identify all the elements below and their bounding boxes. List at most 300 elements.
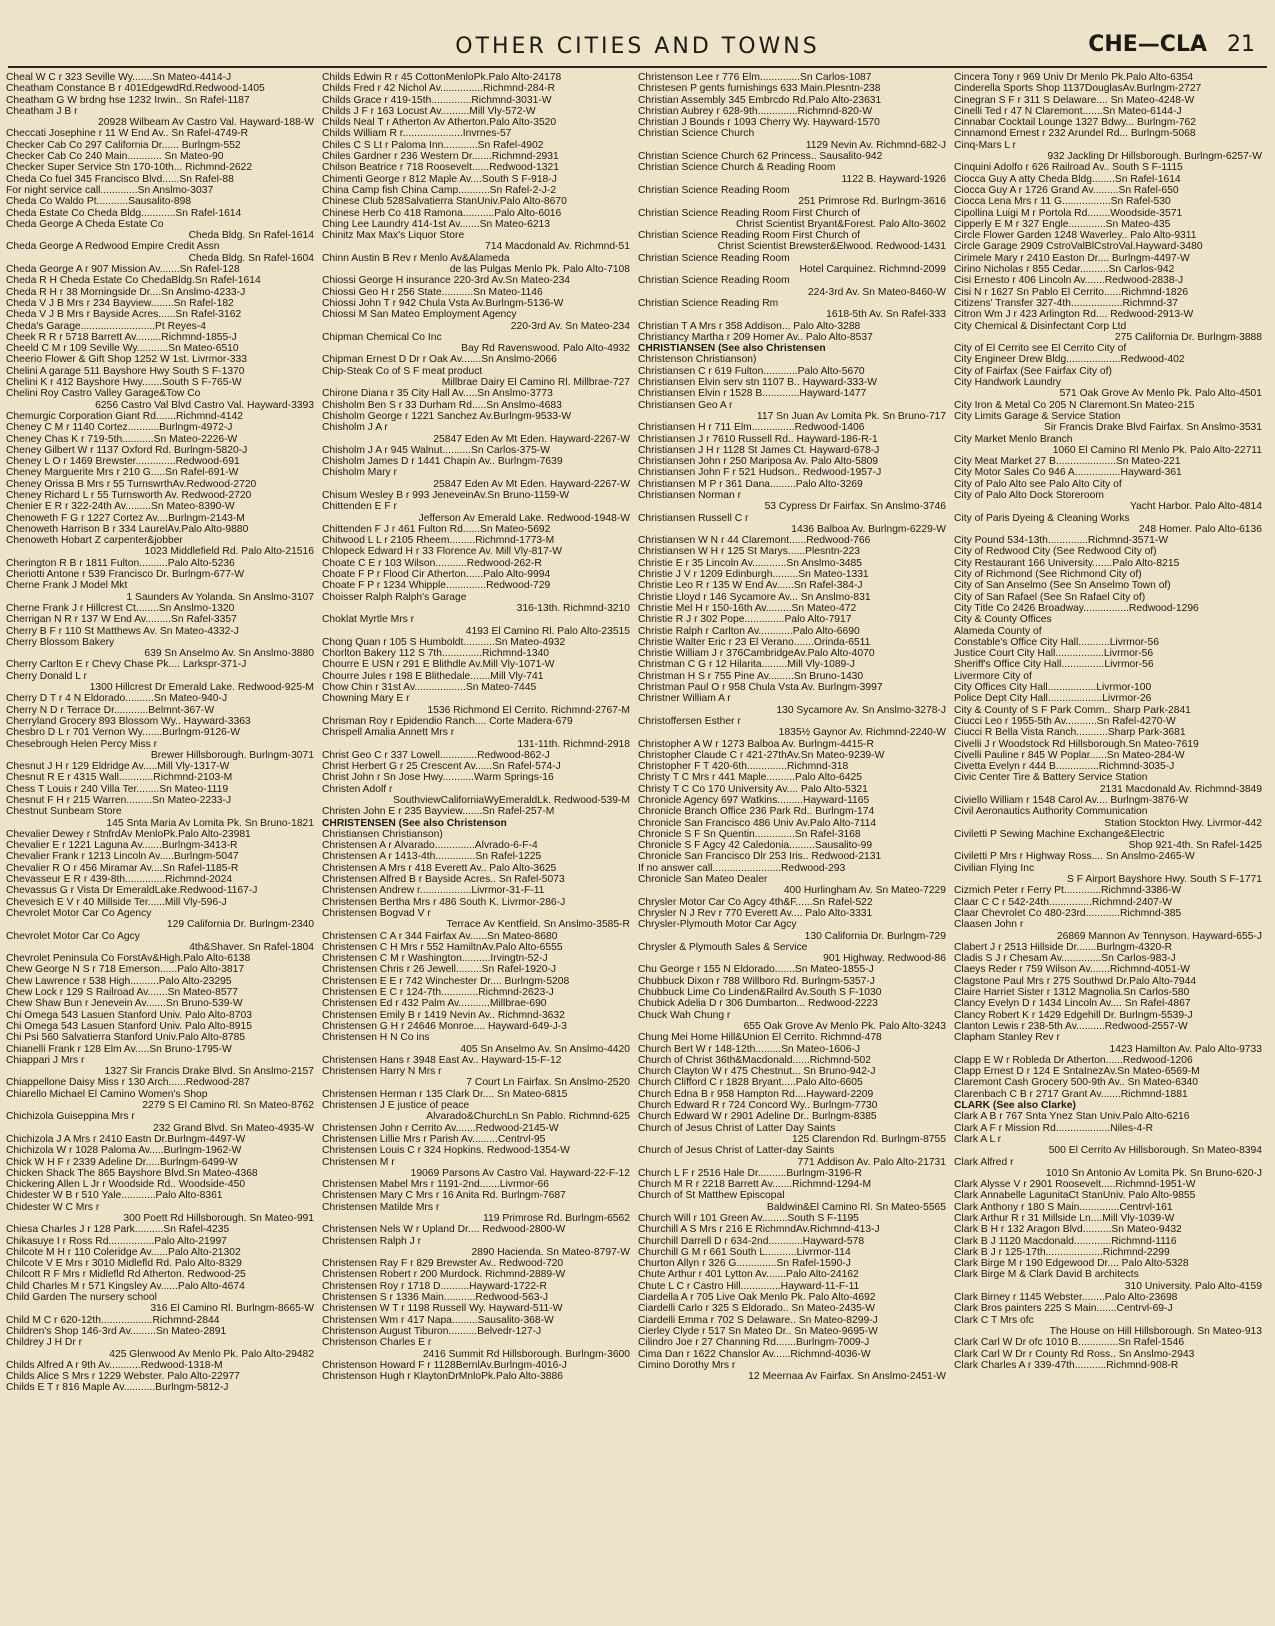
listing-entry: Christensen Hans r 3948 East Av.. Hayward-15-F-12 xyxy=(322,1054,562,1066)
listing-entry: Childrey J H Dr r xyxy=(6,1337,83,1349)
listing-entry: Civilian Flying Inc xyxy=(954,862,1035,874)
listing-entry: City & County of S F Park Comm.. Sharp Park-2841 xyxy=(954,704,1191,716)
listing-entry: Christiansen J r 7610 Russell Rd.. Hayward-186-R-1 xyxy=(638,433,878,445)
listing-entry: Clark Charles A r 339-47th...........Richmnd-908-R xyxy=(954,1359,1179,1371)
listing-entry: Chisholm J A r 945 Walnut..........Sn Carlos-375-W xyxy=(322,444,550,456)
listing-entry: City Pound 534-13th..............Richmnd-3571-W xyxy=(954,535,1169,547)
listing-entry: Chevrolet Motor Car Co Agency xyxy=(6,907,152,919)
listing-entry: Cheda R H Cheda Estate Co ChedaBldg.Sn Rafel-1614 xyxy=(6,275,261,287)
listing-entry: 19069 Parsons Av Castro Val. Hayward-22-F-12 xyxy=(410,1167,630,1179)
listing-entry: 4193 El Camino Rl. Palo Alto-23515 xyxy=(465,625,630,637)
listing-entry: Christensen A Mrs r 418 Everett Av.. Palo Alto-3625 xyxy=(322,862,557,874)
listing-entry: Baldwin&El Camino Rl. Sn Mateo-5565 xyxy=(766,1201,946,1213)
listing-entry: Christiansen W N r 44 Claremont......Redwood-766 xyxy=(638,535,871,547)
listing-entry: Cirino Nicholas r 855 Cedar..........Sn Carlos-942 xyxy=(954,264,1175,276)
listing-entry: Cinquini Adolfo r 626 Railroad Av.. South S F-1115 xyxy=(954,162,1183,174)
listing-entry: Christian Science Church & Reading Room xyxy=(638,162,836,174)
listing-entry: 400 Hurlingham Av. Sn Mateo-7229 xyxy=(783,885,946,897)
listing-entry: Chrisman Roy r Epidendio Ranch.... Corte Madera-679 xyxy=(322,715,573,727)
listing-entry: City Title Co 2426 Broadway................Redwood-1296 xyxy=(954,602,1199,614)
listing-entry: Christopher F T 420-6th..............Richmnd-318 xyxy=(638,761,849,773)
listing-entry: 1835½ Gaynor Av. Richmnd-2240-W xyxy=(778,727,946,739)
listing-entry: Checcati Josephine r 11 W End Av.. Sn Rafel-4749-R xyxy=(6,128,249,140)
listing-entry: Christenson Lee r 776 Elm..............Sn Carlos-1087 xyxy=(638,72,872,83)
listing-entry: Chew George N S r 718 Emerson......Palo Alto-3817 xyxy=(6,964,245,976)
listing-entry: S F Airport Bayshore Hwy. South S F-1771 xyxy=(1067,874,1262,886)
listing-entry: Chrysler Motor Car Co Agcy 4th&F......Sn Rafel-522 xyxy=(638,896,873,908)
listing-entry: Christensen Andrew r..................Livrmor-31-F-11 xyxy=(322,885,545,897)
listing-entry: Christensen Chris r 26 Jewell.........Sn Rafel-1920-J xyxy=(322,964,557,976)
listing-entry: Cheek R R r 5718 Barrett Av.........Richmnd-1855-J xyxy=(6,331,237,343)
listing-entry: Chourre E USN r 291 E Blithdle Av.Mill Vly-1071-W xyxy=(322,659,555,671)
listing-entry: Chichizola W r 1028 Paloma Av.....Burlngm-1962-W xyxy=(6,1145,242,1157)
listing-entry: Cheda George A Redwood Empire Credit Assn xyxy=(6,241,220,253)
listing-entry: 901 Highway. Redwood-86 xyxy=(823,953,946,965)
listing-entry: Chilcote M H r 110 Coleridge Av......Palo Alto-21302 xyxy=(6,1246,241,1258)
listing-entry: Cheal W C r 323 Seville Wy.......Sn Mateo-4414-J xyxy=(6,72,232,83)
listing-entry: Cherry D T r 4 N Eldorado..........Sn Mateo-940-J xyxy=(6,693,228,705)
listing-entry: Chip-Steak Co of S F meat product xyxy=(322,365,483,377)
listing-entry: Cladis S J r Chesam Av..............Sn Carlos-983-J xyxy=(954,953,1176,965)
listing-entry: Chelini A garage 511 Bayshore Hwy South S F-1370 xyxy=(6,365,245,377)
listing-entry: 2131 Macdonald Av. Richmnd-3849 xyxy=(1099,783,1262,795)
listing-entry: 248 Homer. Palo Alto-6136 xyxy=(1138,523,1262,535)
listing-entry: Christiansen Elvin r 1528 B.............Hayward-1477 xyxy=(638,388,867,400)
listing-entry: Cheda Bldg. Sn Rafel-1604 xyxy=(188,252,314,264)
listing-entry: City of Palo Alto see Palo Alto City of xyxy=(954,478,1122,490)
listing-entry: Children's Shop 146-3rd Av.........Sn Mateo-2891 xyxy=(6,1325,227,1337)
listing-entry: Civiletti P Sewing Machine Exchange&Electric xyxy=(954,828,1165,840)
listing-entry: Claire Harriet Sister r 1312 Magnolia.Sn Carlos-580 xyxy=(954,987,1190,999)
listing-entry: Christian Science Reading Room xyxy=(638,252,790,264)
listing-entry: Cheney Orissa B Mrs r 55 TurnswrthAv.Redwood-2720 xyxy=(6,478,257,490)
listing-entry: Chong Quan r 105 S Humboldt...........Sn Mateo-4932 xyxy=(322,636,566,648)
listing-entry: Cizmich Peter r Ferry Pt.............Richmnd-3386-W xyxy=(954,885,1182,897)
listing-entry: Chenoweth Hobart Z carpenter&jobber xyxy=(6,535,183,547)
listing-entry: Terrace Av Kentfield. Sn Anslmo-3585-R xyxy=(446,919,630,931)
listing-entry: Chubbuck Dixon r 788 Willboro Rd. Burlngm-5357-J xyxy=(638,975,875,987)
listing-entry: Christiansen Christianson) xyxy=(322,828,443,840)
listing-entry: Childs Alfred A r 9th Av...........Redwood-1318-M xyxy=(6,1359,223,1371)
listing-entry: Child Garden The nursery school xyxy=(6,1292,157,1304)
listing-entry: Chiappellone Daisy Miss r 130 Arch......Redwood-287 xyxy=(6,1077,250,1089)
listing-entry: Christensen C H Mrs r 552 HamiltnAv.Palo Alto-6555 xyxy=(322,941,563,953)
listing-entry: Ciucci Leo r 1955-5th Av...........Sn Rafel-4270-W xyxy=(954,715,1176,727)
listing-entry: Chisholm Mary r xyxy=(322,467,397,479)
listing-entry: 1 Saunders Av Yolanda. Sn Anslmo-3107 xyxy=(126,591,314,603)
listing-columns xyxy=(6,72,1268,1620)
listing-entry: Christenson Howard F r 1128BernlAv.Burlngm-4016-J xyxy=(322,1359,567,1371)
listing-entry: 316 El Camino Rl. Burlngm-8665-W xyxy=(150,1303,314,1315)
listing-entry: Church Will r 101 Green Av.........South S F-1195 xyxy=(638,1212,859,1224)
listing-entry: Clancy Evelyn D r 1434 Lincoln Av.... Sn Rafel-4867 xyxy=(954,998,1191,1010)
listing-entry: City of Richmond (See Richmond City of) xyxy=(954,569,1142,581)
listing-entry: Christenson Hugh r KlaytonDrMnloPk.Palo Alto-3886 xyxy=(322,1371,563,1383)
listing-entry: Chisum Wesley B r 993 JeneveinAv.Sn Bruno-1159-W xyxy=(322,489,570,501)
listing-entry: Cheda V J B Mrs r Bayside Acres......Sn Rafel-3162 xyxy=(6,309,242,321)
listing-entry: Alvarado&ChurchLn Sn Pablo. Richmnd-625 xyxy=(426,1111,630,1123)
listing-entry: 500 El Cerrito Av Hillsborough. Sn Mateo-8394 xyxy=(1048,1145,1262,1157)
listing-entry: Chidester W C Mrs r xyxy=(6,1201,100,1213)
listing-entry: Cheda Estate Co Cheda Bldg............Sn Rafel-1614 xyxy=(6,207,242,219)
listing-entry: Chute Arthur r 401 Lytton Av.......Palo Alto-24162 xyxy=(638,1269,859,1281)
listing-entry: Christian J Bounds r 1093 Cherry Wy. Hayward-1570 xyxy=(638,117,880,129)
listing-entry: Cima Dan r 1622 Chanslor Av......Richmnd-4036-W xyxy=(638,1348,871,1360)
listing-entry: 655 Oak Grove Av Menlo Pk. Palo Alto-3243 xyxy=(743,1020,946,1032)
listing-entry: Christie Leo R r 135 W End Av......Sn Rafel-384-J xyxy=(638,580,863,592)
listing-entry: Chestnut Sunbeam Store xyxy=(6,806,122,818)
listing-entry: 4th&Shaver. Sn Rafel-1804 xyxy=(189,941,314,953)
listing-entry: Clark C T Mrs ofc xyxy=(954,1314,1034,1326)
listing-entry: Church Clifford C r 1828 Bryant.....Palo Alto-6605 xyxy=(638,1077,863,1089)
listing-entry: Clark Bros painters 225 S Main.......Centrvl-69-J xyxy=(954,1303,1173,1315)
listing-entry: Chesnut F H r 215 Warren.........Sn Mateo-2233-J xyxy=(6,795,232,806)
listing-entry: City Chemical & Disinfectant Corp Ltd xyxy=(954,320,1127,332)
listing-entry: Chiesa Charles J r 128 Park..........Sn Rafel-4235 xyxy=(6,1224,230,1236)
listing-entry: 771 Addison Av. Palo Alto-21731 xyxy=(797,1156,946,1168)
listing-entry: Cheney Gilbert W r 1137 Oxford Rd. Burlngm-5820-J xyxy=(6,444,248,456)
listing-entry: Ciocca Guy A r 1726 Grand Av.........Sn Rafel-650 xyxy=(954,184,1179,196)
listing-entry: Cherry B F r 110 St Matthews Av. Sn Mateo-4332-J xyxy=(6,625,239,637)
listing-entry: Clark B J r 125-17th....................Richmnd-2299 xyxy=(954,1246,1170,1258)
listing-entry: Christian Science Reading Room xyxy=(638,184,790,196)
listing-entry: Chi Psi 560 Salvatierra Stanford Univ.Palo Alto-8785 xyxy=(6,1032,246,1044)
listing-entry: Churchill A S Mrs r 216 E RichmndAv.Richmnd-413-J xyxy=(638,1224,880,1236)
listing-entry: Christensen Emily B r 1419 Nevin Av.. Richmnd-3632 xyxy=(322,1009,565,1021)
listing-entry: Chew Lock r 129 S Railroad Av.......Sn Mateo-8577 xyxy=(6,987,238,999)
listing-entry: Christian Science Reading Rm xyxy=(638,297,779,309)
listing-entry: 405 Sn Anselmo Av. Sn Anslmo-4420 xyxy=(460,1043,630,1055)
listing-entry: Clark A B r 767 Snta Ynez Stan Univ.Palo Alto-6216 xyxy=(954,1111,1190,1123)
listing-entry: Christensen Lillie Mrs r Parish Av.........Centrvl-95 xyxy=(322,1133,546,1145)
listing-entry: Chilcott R F Mrs r Midlefld Rd Atherton. Redwood-25 xyxy=(6,1269,246,1281)
listing-entry: 1010 Sn Antonio Av Lomita Pk. Sn Bruno-620-J xyxy=(1045,1167,1262,1179)
listing-entry: Cisi Ernesto r 406 Lincoln Av.......Redwood-2838-J xyxy=(954,275,1184,287)
listing-entry: City Limits Garage & Service Station xyxy=(954,410,1121,422)
listing-entry: Church Edward W r 2901 Adeline Dr.. Burlngm-8385 xyxy=(638,1111,877,1123)
listing-entry: 1436 Balboa Av. Burlngm-6229-W xyxy=(791,523,946,535)
listing-entry: Christiansen Russell C r xyxy=(638,512,749,524)
listing-entry: Christesen P gents furnishings 633 Main.Plesntn-238 xyxy=(638,83,881,95)
listing-entry: Christie Walter Eric r 23 El Verano.......Orinda-6511 xyxy=(638,636,871,648)
listing-entry: Clark Carl W Dr r County Rd Ross.. Sn Anslmo-2943 xyxy=(954,1348,1195,1360)
listing-entry: China Camp fish China Camp...........Sn Rafel-2-J-2 xyxy=(322,184,557,196)
listing-entry: Christensen Mary C Mrs r 16 Anita Rd. Burlngm-7687 xyxy=(322,1190,566,1202)
listing-entry: Station Stockton Hwy. Livrmor-442 xyxy=(1104,817,1262,829)
listing-entry: Cherry Donald L r xyxy=(6,670,87,682)
listing-entry: Christenson Christianson) xyxy=(638,354,757,366)
listing-entry: Cherryland Grocery 893 Blossom Wy.. Hayward-3363 xyxy=(6,715,251,727)
listing-entry: Church Bert W r 148-12th.........Sn Mateo-1606-J xyxy=(638,1043,861,1055)
listing-entry: Chisholm James D r 1441 Chapin Av.. Burlngm-7639 xyxy=(322,456,563,468)
listing-entry: Choklat Myrtle Mrs r xyxy=(322,614,415,626)
listing-entry: 1618-5th Av. Sn Rafel-333 xyxy=(826,309,946,321)
listing-entry: Christensen Alfred B r Bayside Acres.. Sn Rafel-5073 xyxy=(322,874,565,886)
listing-entry: Chronicle Branch Office 236 Park Rd.. Burlngm-174 xyxy=(638,806,875,818)
listing-entry: Constable's Office City Hall...........Livrmor-56 xyxy=(954,636,1159,648)
listing-entry: Christensen C A r 344 Fairfax Av......Sn Mateo-8680 xyxy=(322,930,558,942)
listing-entry: For night service call.............Sn Anslmo-3037 xyxy=(6,184,214,196)
listing-entry: Cheeld C M r 109 Seville Wy...........Sn Mateo-6510 xyxy=(6,343,239,355)
listing-entry: Clapham Stanley Rev r xyxy=(954,1032,1060,1044)
listing-entry: 2279 S El Camino Rl. Sn Mateo-8762 xyxy=(142,1100,314,1112)
listing-entry: Chowning Mary E r xyxy=(322,693,410,705)
listing-entry: Christian Science Reading Room First Church of xyxy=(638,207,861,219)
listing-entry: Chi Omega 543 Lasuen Stanford Univ. Palo Alto-8703 xyxy=(6,1009,252,1021)
listing-entry: Chilson Beatrice r 718 Roosevelt......Redwood-1321 xyxy=(322,162,559,174)
listing-entry: 119 Primrose Rd. Burlngm-6562 xyxy=(483,1212,630,1224)
listing-entry: Chenoweth F G r 1227 Cortez Av....Burlngm-2143-M xyxy=(6,512,245,524)
listing-entry: Childs E T r 816 Maple Av...........Burlngm-5812-J xyxy=(6,1382,229,1394)
listing-entry: Christman Paul O r 958 Chula Vsta Av. Burlngm-3997 xyxy=(638,682,883,694)
listing-entry: Christiansen W H r 125 St Marys......Plesntn-223 xyxy=(638,546,861,558)
listing-entry: Cheney Marguerite Mrs r 210 G.....Sn Rafel-691-W xyxy=(6,467,239,479)
listing-entry: Churchill Darrell D r 634-2nd............Hayward-578 xyxy=(638,1235,865,1247)
listing-entry: Christiansen M P r 361 Dana.........Palo Alto-3269 xyxy=(638,478,863,490)
listing-entry: Christ Geo C r 337 Lowell.............Redwood-862-J xyxy=(322,749,550,761)
listing-entry: Chronicle S F Sn Quentin..............Sn Rafel-3168 xyxy=(638,828,861,840)
listing-entry: Christensen H N Co ins xyxy=(322,1032,430,1044)
listing-entry: Chianelli Frank r 128 Elm Av.....Sn Bruno-1795-W xyxy=(6,1043,232,1055)
listing-entry: Christie William J r 376CambridgeAv.Palo Alto-4070 xyxy=(638,648,875,660)
listing-entry: Christensen G H r 24646 Monroe.... Hayward-649-J-3 xyxy=(322,1020,567,1032)
listing-entry: Clancy Robert K r 1429 Edgehill Dr. Burlngm-5539-J xyxy=(954,1009,1193,1021)
listing-entry: Christopher A W r 1273 Balboa Av. Burlngm-4415-R xyxy=(638,738,874,750)
listing-entry: Chiarello Michael El Camino Women's Shop xyxy=(6,1088,208,1100)
listing-entry: Cinnamond Ernest r 232 Arundel Rd... Burlngm-5068 xyxy=(954,128,1196,140)
listing-entry: Chung Mei Home Hill&Union El Cerrito. Richmnd-478 xyxy=(638,1032,882,1044)
listing-entry: Chute L C r Castro Hill..............Hayward-11-F-11 xyxy=(638,1280,860,1292)
listing-entry: City of Paris Dyeing & Cleaning Works xyxy=(954,512,1130,524)
listing-entry: Clarenbach C B r 2717 Grant Av.......Richmnd-1881 xyxy=(954,1088,1188,1100)
listing-entry: Cheatham G W brdng hse 1232 Irwin.. Sn Rafel-1187 xyxy=(6,94,250,106)
listing-entry: 12 Meernaa Av Fairfax. Sn Anslmo-2451-W xyxy=(748,1371,946,1383)
listing-entry: Ching Lee Laundry 414-1st Av.......Sn Mateo-6213 xyxy=(322,218,551,230)
listing-entry: 1122 B. Hayward-1926 xyxy=(841,173,946,185)
listing-entry: Ciardelli Emma r 702 S Delaware.. Sn Mateo-8299-J xyxy=(638,1314,878,1326)
listing-entry: CLARK (See also Clarke) xyxy=(954,1100,1076,1112)
listing-entry: Clagstone Paul Mrs r 275 Southwd Dr.Palo Alto-7944 xyxy=(954,975,1197,987)
listing-entry: Chenoweth Harrison B r 334 LaurelAv.Palo Alto-9880 xyxy=(6,523,249,535)
listing-entry: Chicken Shack The 865 Bayshore Blvd.Sn Mateo-4368 xyxy=(6,1167,258,1179)
listing-entry: Chronicle San Mateo Dealer xyxy=(638,874,768,886)
listing-entry: Chu George r 155 N Eldorado.......Sn Mateo-1855-J xyxy=(638,964,874,976)
listing-entry: Clapp E W r Robleda Dr Atherton......Redwood-1206 xyxy=(954,1054,1193,1066)
listing-entry: Christensen Mabel Mrs r 1191-2nd.......Livrmor-66 xyxy=(322,1179,549,1191)
listing-entry: 2890 Hacienda. Sn Mateo-8797-W xyxy=(471,1246,630,1258)
listing-entry: Christensen S r 1336 Main...........Redwood-563-J xyxy=(322,1292,549,1304)
listing-entry: Christen John E r 235 Bayview.......Sn Rafel-257-M xyxy=(322,806,555,818)
listing-entry: Civetta Evelyn r 444 B...............Richmnd-3035-J xyxy=(954,761,1175,773)
listing-entry: de las Pulgas Menlo Pk. Palo Alto-7108 xyxy=(449,264,630,276)
listing-entry: Chickering Allen L Jr r Woodside Rd.. Woodside-450 xyxy=(6,1179,246,1191)
listing-entry: Cherry N D r Terrace Dr............Belmnt-367-W xyxy=(6,704,215,716)
listing-entry: Christenson Charles E r xyxy=(322,1337,432,1349)
listing-entry: Chrysler & Plymouth Sales & Service xyxy=(638,941,808,953)
listing-entry: Christiansen Norman r xyxy=(638,489,742,501)
listing-entry: Christensen Ralph J r xyxy=(322,1235,422,1247)
listing-entry: Choate F P r Flood Cir Atherton......Palo Alto-9994 xyxy=(322,569,551,581)
listing-entry: Christian Science Church 62 Princess.. Sausalito-942 xyxy=(638,151,883,163)
listing-entry: Churchill G M r 661 South L...........Livrmor-114 xyxy=(638,1246,851,1258)
listing-entry: City Engineer Drew Bldg...................Redwood-402 xyxy=(954,354,1185,366)
listing-entry: Christensen W T r 1198 Russell Wy. Hayward-511-W xyxy=(322,1303,563,1315)
listing-entry: Chipman Ernest D Dr r Oak Av.......Sn Anslmo-2066 xyxy=(322,354,557,366)
listing-entry: Clabert J r 2513 Hillside Dr.......Burlngm-4320-R xyxy=(954,941,1173,953)
listing-entry: Chesnut J H r 129 Eldridge Av.....Mill Vly-1317-W xyxy=(6,761,230,773)
listing-entry: Chesbro D L r 701 Vernon Wy.......Burlngm-9126-W xyxy=(6,727,240,739)
listing-entry: Christensen A r 1413-4th..............Sn Rafel-1225 xyxy=(322,851,542,863)
listing-entry: Cinderella Sports Shop 1137DouglasAv.Burlngm-2727 xyxy=(954,83,1202,95)
listing-entry: Clark Arthur R r 31 Millside Ln....Mill Vly-1039-W xyxy=(954,1212,1175,1224)
listing-entry: City of El Cerrito see El Cerrito City of xyxy=(954,343,1127,355)
listing-entry: Cimino Dorothy Mrs r xyxy=(638,1359,736,1371)
listing-entry: Civic Center Tire & Battery Service Station xyxy=(954,772,1148,784)
listing-entry: Chisholm J A r xyxy=(322,422,388,434)
listing-entry: Chilcote V E Mrs r 3010 Midlefld Rd. Palo Alto-8329 xyxy=(6,1258,242,1270)
listing-entry: Clark B H r 132 Aragon Blvd..........Sn Mateo-9432 xyxy=(954,1224,1182,1236)
listing-entry: Cheda R H r 38 Morningside Dr....Sn Anslmo-4233-J xyxy=(6,286,246,298)
listing-entry: Cherne Frank J r Hillcrest Ct........Sn Anslmo-1320 xyxy=(6,602,235,614)
listing-entry: Christensen Wm r 417 Napa.........Sausalito-368-W xyxy=(322,1314,554,1326)
listing-entry: Checker Cab Co 240 Main............ Sn Mateo-90 xyxy=(6,151,224,163)
listing-entry: Childs J F r 163 Locust Av..........Mill Vly-572-W xyxy=(322,105,536,117)
listing-entry: Chiossi M San Mateo Employment Agency xyxy=(322,309,517,321)
listing-entry: Chipman Chemical Co Inc xyxy=(322,331,442,343)
listing-entry: 1536 Richmond El Cerrito. Richmnd-2767-M xyxy=(427,704,630,716)
listing-entry: Cheney Chas K r 719-5th...........Sn Mateo-2226-W xyxy=(6,433,238,445)
listing-entry: Chess T Louis r 240 Villa Ter........Sn Mateo-1119 xyxy=(6,783,229,795)
listing-column-2 xyxy=(322,72,632,1620)
listing-entry: Chevesich E V r 40 Millside Ter......Mill Vly-596-J xyxy=(6,896,227,908)
listing-entry: Chitwood L L r 2105 Rheem.........Richmnd-1773-M xyxy=(322,535,555,547)
listing-entry: Cherry Blossom Bakery xyxy=(6,636,115,648)
listing-entry: Chuck Wah Chung r xyxy=(638,1009,731,1021)
listing-entry: Christensen Louis C r 324 Hopkins. Redwood-1354-W xyxy=(322,1145,570,1157)
listing-entry: Cierley Clyde r 517 Sn Mateo Dr.. Sn Mateo-9695-W xyxy=(638,1325,878,1337)
listing-entry: Ciocca Guy A atty Cheda Bldg........Sn Rafel-1614 xyxy=(954,173,1181,185)
listing-entry: Clark Alfred r xyxy=(954,1156,1014,1168)
listing-entry: Church of Christ 36th&Macdonald......Richmnd-502 xyxy=(638,1054,871,1066)
listing-entry: Cilindro Joe r 27 Channing Rd.......Burlngm-7009-J xyxy=(638,1337,870,1349)
listing-entry: 316-13th. Richmnd-3210 xyxy=(516,602,630,614)
listing-entry: Christian Aubrey r 628-9th..............Richmnd-820-W xyxy=(638,105,873,117)
listing-entry: Christiansen Geo A r xyxy=(638,399,733,411)
listing-entry: Ciocca Lena Mrs r 11 G.................Sn Rafel-530 xyxy=(954,196,1171,208)
listing-entry: 25847 Eden Av Mt Eden. Hayward-2267-W xyxy=(433,433,630,445)
listing-entry: 1129 Nevin Av. Richmnd-682-J xyxy=(805,139,946,151)
listing-entry: Circle Garage 2909 CstroValBlCstroVal.Hayward-3480 xyxy=(954,241,1203,253)
listing-entry: 125 Clarendon Rd. Burlngm-8755 xyxy=(792,1133,946,1145)
listing-entry: Cherne Frank J Model Mkt xyxy=(6,580,128,592)
listing-entry: 131-11th. Richmnd-2918 xyxy=(517,738,630,750)
listing-entry: Clark Annabelle LagunitaCt StanUniv. Palo Alto-9855 xyxy=(954,1190,1196,1202)
listing-entry: Clark Alysse V r 2901 Roosevelt.....Richmnd-1951-W xyxy=(954,1179,1196,1191)
listing-entry: Christy T C Mrs r 441 Maple..........Palo Alto-6425 xyxy=(638,772,862,784)
listing-entry: Cinegran S F r 311 S Delaware.... Sn Mateo-4248-W xyxy=(954,94,1195,106)
listing-entry: Chemurgic Corporation Giant Rd.......Richmnd-4142 xyxy=(6,410,243,422)
listing-entry: Christensen John r Cerrito Av.......Redwood-2145-W xyxy=(322,1122,559,1134)
listing-entry: Christian Assembly 345 Embrcdo Rd.Palo Alto-23631 xyxy=(638,94,882,106)
listing-entry: Alameda County of xyxy=(954,625,1042,637)
listing-entry: Churton Allyn r 326 G..............Sn Rafel-1590-J xyxy=(638,1258,851,1270)
listing-entry: 571 Oak Grove Av Menlo Pk. Palo Alto-4501 xyxy=(1059,388,1262,400)
listing-entry: 20928 Wilbeam Av Castro Val. Hayward-188-W xyxy=(98,117,314,129)
listing-entry: 251 Primrose Rd. Burlngm-3616 xyxy=(798,196,946,208)
listing-entry: Chirone Diana r 35 City Hall Av.....Sn Anslmo-3773 xyxy=(322,388,553,400)
listing-entry: Chimenti George r 812 Maple Av....South S F-918-J xyxy=(322,173,557,185)
listing-entry: Christensen M r xyxy=(322,1156,395,1168)
listing-entry: Christensen Ed r 432 Palm Av...........Millbrae-690 xyxy=(322,998,547,1010)
listing-entry: Chi Omega 543 Lasuen Stanford Univ. Palo Alto-8915 xyxy=(6,1020,252,1032)
listing-entry: Christopher Claude C r 421-27thAv.Sn Mateo-9239-W xyxy=(638,749,885,761)
listing-entry: 1423 Hamilton Av. Palo Alto-9733 xyxy=(1109,1043,1262,1055)
listing-entry: Cirimele Mary r 2410 Easton Dr.... Burlngm-4497-W xyxy=(954,252,1190,264)
listing-entry: 220-3rd Av. Sn Mateo-234 xyxy=(510,320,630,332)
listing-entry: Choate C E r 103 Wilson...........Redwood-262-R xyxy=(322,557,542,569)
listing-entry: Christie Ralph r Carlton Av............Palo Alto-6690 xyxy=(638,625,860,637)
listing-entry: Cheatham J B r xyxy=(6,105,78,117)
listing-entry: Claar Chevrolet Co 480-23rd............Richmnd-385 xyxy=(954,907,1182,919)
listing-entry: Christiansen John F r 521 Hudson.. Redwood-1957-J xyxy=(638,467,882,479)
listing-entry: Clark A L r xyxy=(954,1133,1002,1145)
listing-entry: City of San Rafael (See Sn Rafael City of) xyxy=(954,591,1146,603)
listing-entry: Christie R J r 302 Pope..............Palo Alto-7917 xyxy=(638,614,852,626)
listing-entry: Claasen John r xyxy=(954,919,1024,931)
listing-entry: Christian Science Church xyxy=(638,128,755,140)
listing-entry: Cipollina Luigi M r Portola Rd........Woodside-3571 xyxy=(954,207,1183,219)
listing-entry: Christiansen J H r 1128 St James Ct. Hayward-678-J xyxy=(638,444,880,456)
listing-entry: 130 Sycamore Av. Sn Anslmo-3278-J xyxy=(776,704,946,716)
listing-entry: Clark Anthony r 180 S Main..............Centrvl-161 xyxy=(954,1201,1173,1213)
listing-entry: Chesebrough Helen Percy Miss r xyxy=(6,738,158,750)
listing-entry: Christensen Roy r 1718 D..........Hayward-1722-R xyxy=(322,1280,547,1292)
listing-entry: Christensen Harry N Mrs r xyxy=(322,1066,442,1078)
listing-entry: Chiossi John T r 942 Chula Vsta Av.Burlngm-5136-W xyxy=(322,297,564,309)
listing-entry: Chevalier Frank r 1213 Lincoln Av.....Burlngm-5047 xyxy=(6,851,239,863)
listing-entry: Cherington R B r 1811 Fulton..........Palo Alto-5236 xyxy=(6,557,235,569)
listing-entry: Christiansen Elvin serv stn 1107 B.. Hayward-333-W xyxy=(638,377,878,389)
guide-words: CHE—CLA xyxy=(1088,32,1207,57)
listing-entry: Child M C r 620-12th..................Richmnd-2844 xyxy=(6,1314,220,1326)
listing-entry: Claar C C r 542-24th...............Richmnd-2407-W xyxy=(954,896,1173,908)
listing-entry: 25847 Eden Av Mt Eden. Hayward-2267-W xyxy=(433,478,630,490)
listing-entry: Cinq-Mars L r xyxy=(954,139,1016,151)
listing-entry: Church Clayton W r 475 Chestnut... Sn Bruno-942-J xyxy=(638,1066,876,1078)
listing-entry: Cinnabar Cocktail Lounge 1327 Bdwy... Burlngm-762 xyxy=(954,117,1196,129)
listing-entry: Cheney Richard L r 55 Turnsworth Av. Redwood-2720 xyxy=(6,489,252,501)
listing-entry: Civelli Pauline r 845 W Poplar......Sn Mateo-284-W xyxy=(954,749,1185,761)
listing-entry: Chevalier R O r 456 Miramar Av....Sn Rafel-1185-R xyxy=(6,862,239,874)
listing-entry: Cheda Co fuel 345 Francisco Blvd......Sn Rafel-88 xyxy=(6,173,234,185)
listing-entry: Church Edna B r 958 Hampton Rd....Hayward-2209 xyxy=(638,1088,874,1100)
listing-entry: Bay Rd Ravenswood. Palo Alto-4932 xyxy=(461,343,630,355)
listing-entry: 932 Jackling Dr Hillsborough. Burlngm-6257-W xyxy=(1047,151,1262,163)
listing-entry: 1060 El Camino Rl Menlo Pk. Palo Alto-22711 xyxy=(1052,444,1262,456)
listing-entry: Cheerio Flower & Gift Shop 1252 W 1st. Livrmor-333 xyxy=(6,354,247,366)
listing-entry: Chlopeck Edward H r 33 Florence Av. Mill Vly-817-W xyxy=(322,546,562,558)
listing-entry: City Meat Market 27 B.....................Sn Mateo-221 xyxy=(954,456,1181,468)
listing-entry: City of Fairfax (See Fairfax City of) xyxy=(954,365,1112,377)
listing-entry: Chow Chin r 31st Av..................Sn Mateo-7445 xyxy=(322,682,537,694)
listing-entry: Childs Grace r 419-15th..............Richmnd-3031-W xyxy=(322,94,552,106)
listing-column-1 xyxy=(6,72,316,1620)
listing-entry: Clark A F r Mission Rd...................Niles-4-R xyxy=(954,1122,1154,1134)
listing-entry: Chisholm George r 1221 Sanchez Av.Burlngm-9533-W xyxy=(322,410,572,422)
listing-entry: Chidester W B r 510 Yale............Palo Alto-8361 xyxy=(6,1190,223,1202)
listing-entry: 26869 Mannon Av Tennyson. Hayward-655-J xyxy=(1056,930,1262,942)
listing-entry: Chubbuck Lime Co Linden&Railrd Av.South S F-1030 xyxy=(638,987,882,999)
